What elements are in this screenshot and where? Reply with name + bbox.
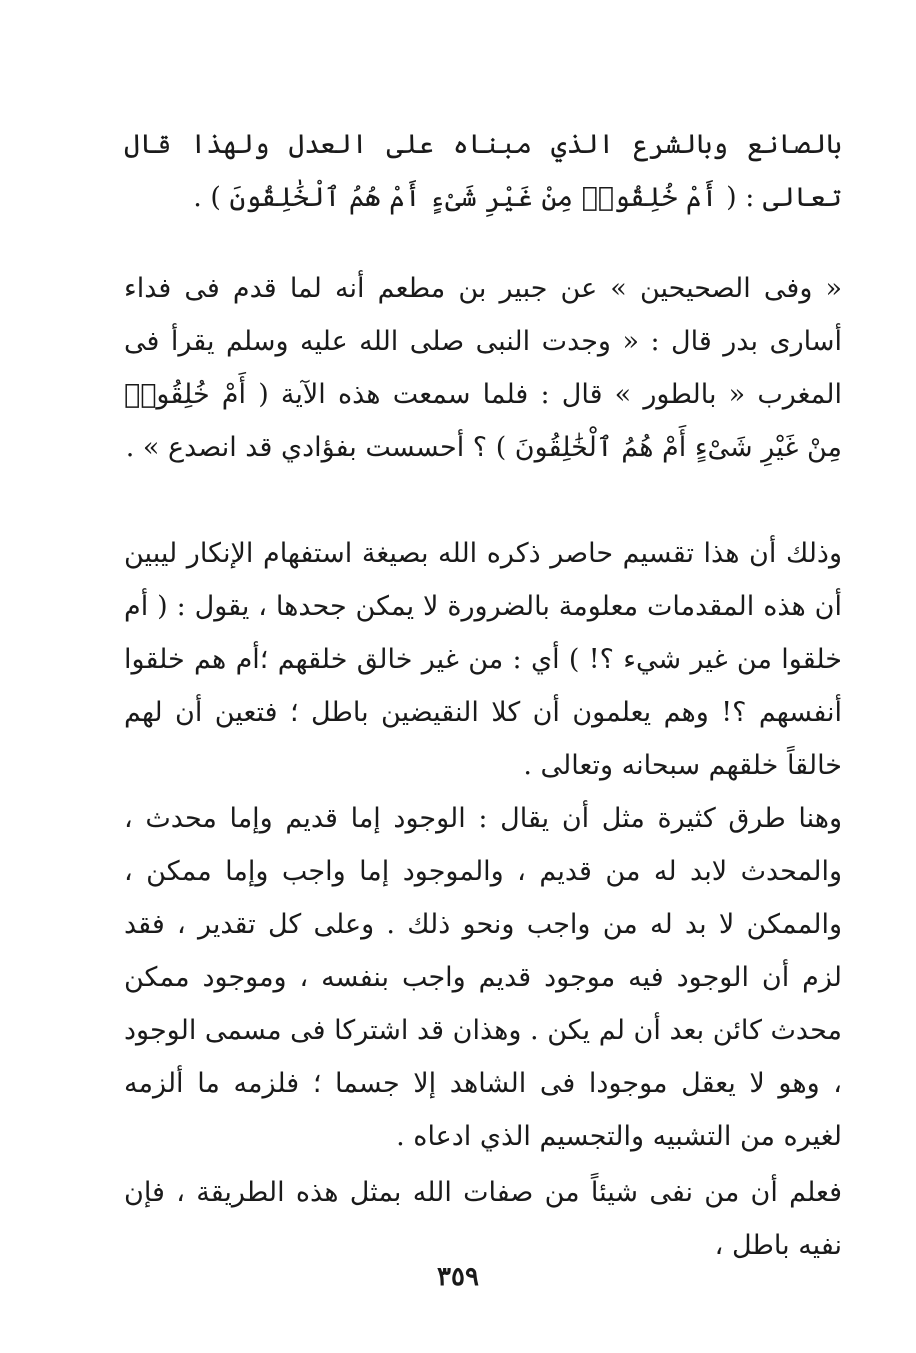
paragraph-1 (124, 118, 842, 224)
paragraph-2 (124, 262, 842, 474)
paragraph-3-text: وذلك أن هذا تقسيم حاصر ذكره الله بصيغة استفهام الإنكار ليبين أن هذه المقدمات معلومة بالضرورة لا يمكن جحدها ، يقول : ( أم خلقوا من غير شيء ؟! ) أي : من غير خالق خلقهم ؛أم هم خلقوا أنفسهم ؟! وهم يعلمون أن كلا النقيضين باطل ؛ فتعين أن لهم خالقاً خلقهم سبحانه وتعالى . (124, 538, 842, 781)
paragraph-1-text: بالصانع وبالشرع الذي مبناه على العدل ولهذا قال تعالى : ( أَمْ خُلِقُوا۟ مِنْ غَيْرِ شَىْءٍ أَمْ هُمُ ٱلْخَٰلِقُونَ ) . (124, 129, 842, 213)
paragraph-5 (124, 1166, 842, 1272)
paragraph-4 (124, 792, 842, 1163)
page-number: ٣٥٩ (437, 1262, 479, 1292)
paragraph-2-text: « وفى الصحيحين » عن جبير بن مطعم أنه لما قدم فى فداء أسارى بدر قال : « وجدت النبى صلى الله عليه وسلم يقرأ فى المغرب « بالطور » قال : فلما سمعت هذه الآية ( أَمْ خُلِقُوا۟ مِنْ غَيْرِ شَىْءٍ أَمْ هُمُ ٱلْخَٰلِقُونَ ) ؟ أحسست بفؤادي قد انصدع » . (124, 273, 842, 463)
paragraph-3 (124, 527, 842, 792)
paragraph-5-text: فعلم أن من نفى شيئاً من صفات الله بمثل هذه الطريقة ، فإن نفيه باطل ، (124, 1177, 842, 1261)
paragraph-4-text: وهنا طرق كثيرة مثل أن يقال : الوجود إما قديم وإما محدث ، والمحدث لابد له من قديم ، والموجود إما واجب وإما ممكن ، والممكن لا بد له من واجب ونحو ذلك . وعلى كل تقدير ، فقد لزم أن الوجود فيه موجود قديم واجب بنفسه ، وموجود ممكن محدث كائن بعد أن لم يكن . وهذان قد اشتركا فى مسمى الوجود ، وهو لا يعقل موجودا فى الشاهد إلا جسما ؛ فلزمه ما ألزمه لغيره من التشبيه والتجسيم الذي ادعاه . (124, 803, 842, 1152)
